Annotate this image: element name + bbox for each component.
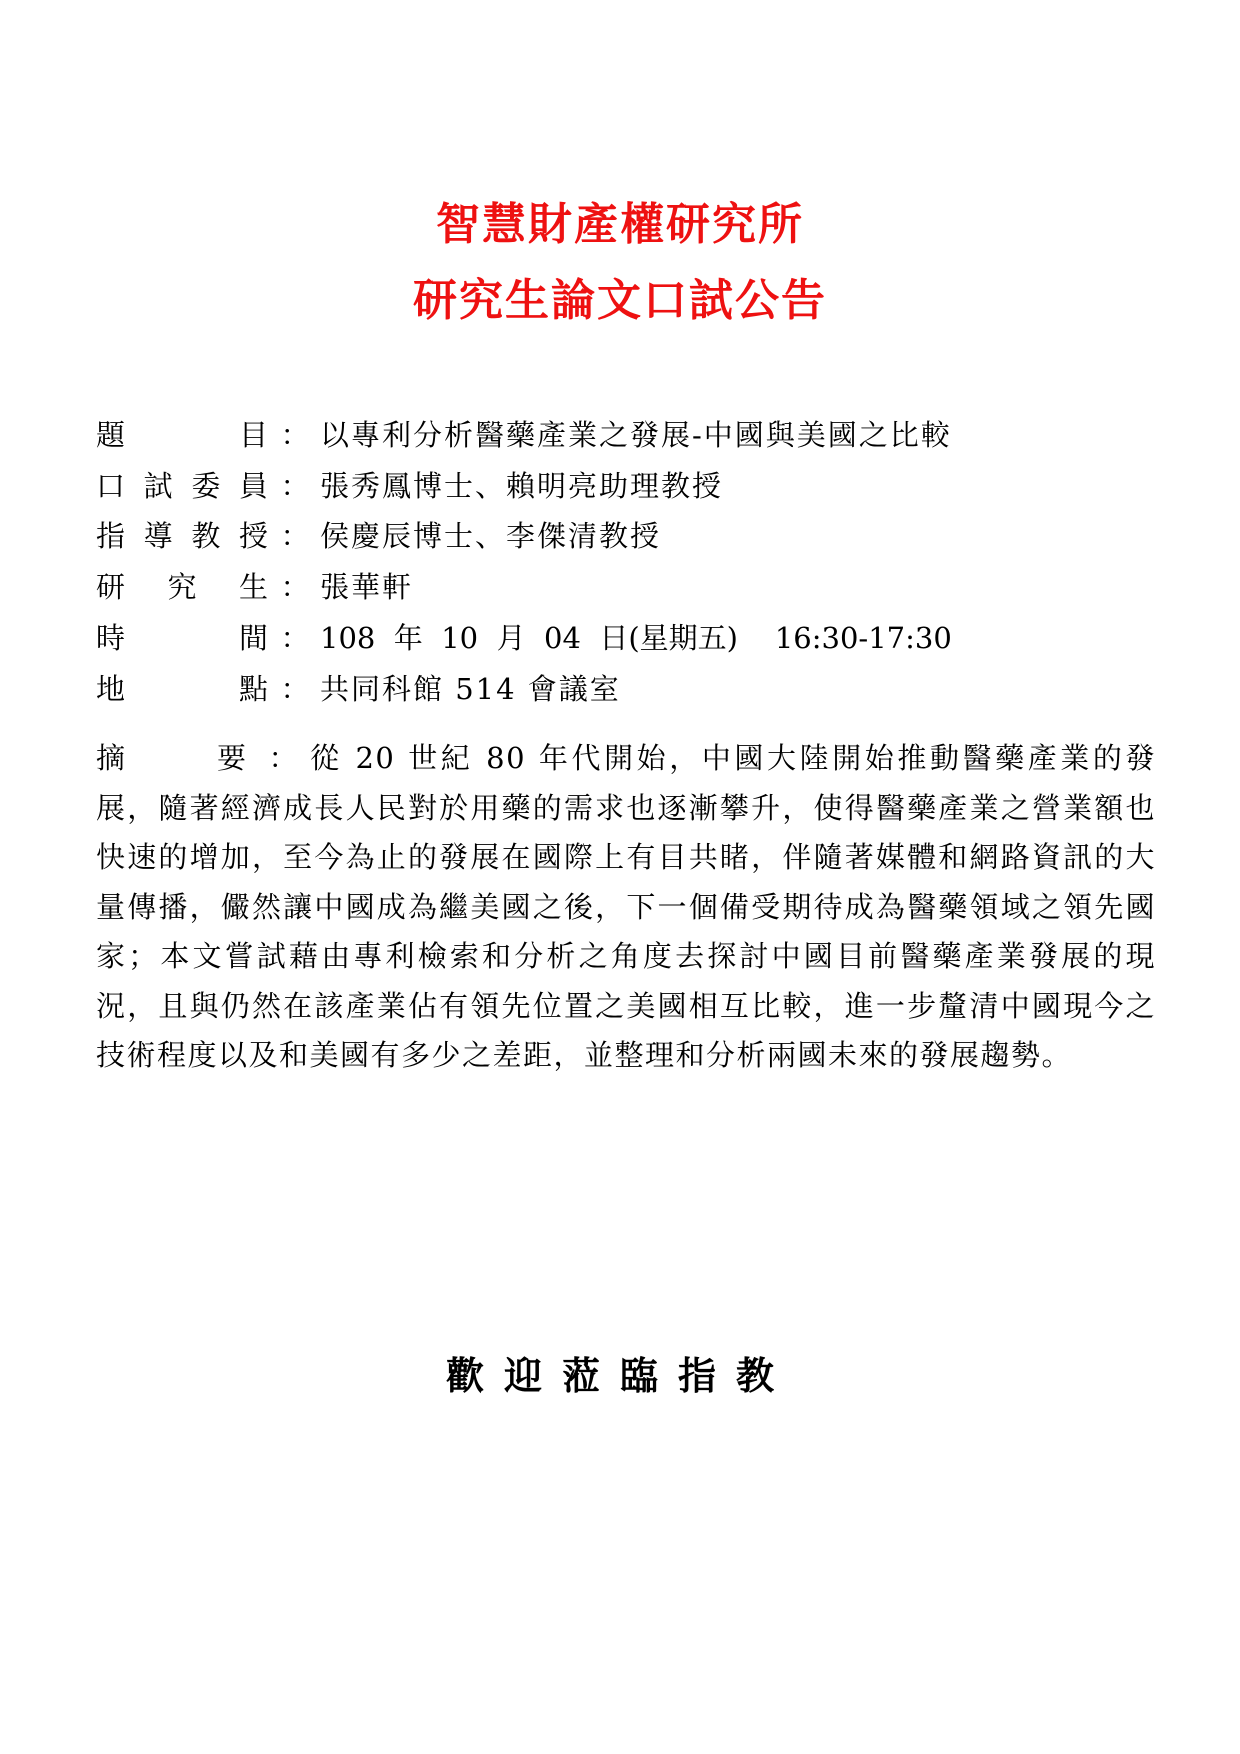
label-char: 研: [96, 570, 126, 605]
info-label: [96, 616, 268, 657]
info-value: 張華軒: [320, 570, 414, 605]
abstract-colon: ：: [268, 741, 298, 775]
label-char: 要: [217, 741, 247, 775]
info-row-time: [96, 611, 1156, 662]
info-colon: ：: [280, 417, 310, 452]
info-colon: ：: [280, 671, 310, 706]
defense-info-list: [96, 408, 1156, 713]
welcome-message: 歡迎蒞臨指教: [445, 1353, 794, 1398]
label-char: 指: [96, 519, 126, 554]
info-colon: ：: [280, 468, 310, 503]
info-row-student: [96, 560, 1156, 611]
label-char: 生: [238, 570, 268, 605]
info-colon: ：: [280, 570, 310, 605]
label-char: 委: [191, 468, 221, 503]
label-char: 地: [96, 671, 126, 706]
info-label: [96, 413, 268, 454]
institute-title: 智慧財產權研究所: [436, 199, 804, 250]
info-row-topic: [96, 408, 1156, 459]
info-value: 侯慶辰博士、李傑清教授: [320, 519, 662, 554]
label-char: 授: [238, 519, 268, 554]
info-colon: ：: [280, 519, 310, 554]
info-label: [96, 565, 268, 606]
info-colon: ：: [280, 621, 310, 656]
info-value: 共同科館 514 會議室: [320, 671, 621, 706]
info-row-committee: [96, 459, 1156, 510]
label-char: 點: [238, 671, 268, 706]
info-value: 108 年 10 月 04 日(星期五) 16:30-17:30: [320, 621, 952, 656]
info-value: 以專利分析醫藥產業之發展-中國與美國之比較: [320, 417, 952, 452]
label-char: 導: [143, 519, 173, 554]
label-char: 摘: [96, 741, 126, 775]
label-char: 試: [143, 468, 173, 503]
info-label: [96, 464, 268, 505]
label-char: 員: [238, 468, 268, 503]
abstract-paragraph: [96, 734, 1156, 1081]
info-row-location: [96, 662, 1156, 713]
info-value: 張秀鳳博士、賴明亮助理教授: [320, 468, 724, 503]
label-char: 目: [238, 417, 268, 452]
abstract-label: [96, 734, 268, 784]
info-label: [96, 514, 268, 555]
announcement-title: 研究生論文口試公告: [413, 275, 827, 326]
label-char: 究: [167, 570, 197, 605]
label-char: 教: [191, 519, 221, 554]
info-label: [96, 667, 268, 708]
abstract-text: 從 20 世紀 80 年代開始，中國大陸開始推動醫藥產業的發展，隨著經濟成長人民對於用藥的需求也逐漸攀升，使得醫藥產業之營業額也快速的增加，至今為止的發展在國際上有目共睹，伴隨著媒體和網路資訊的大量傳播，儼然讓中國成為繼美國之後，下一個備受期待成為醫藥領域之領先國家；本文嘗試藉由專利檢索和分析之角度去探討中國目前醫藥產業發展的現況，且與仍然在該產業佔有領先位置之美國相互比較，進一步釐清中國現今之技術程度以及和美國有多少之差距，並整理和分析兩國未來的發展趨勢。: [96, 741, 1156, 1072]
info-row-advisor: [96, 510, 1156, 561]
label-char: 時: [96, 621, 126, 656]
label-char: 間: [238, 621, 268, 656]
label-char: 題: [96, 417, 126, 452]
label-char: 口: [96, 468, 126, 503]
